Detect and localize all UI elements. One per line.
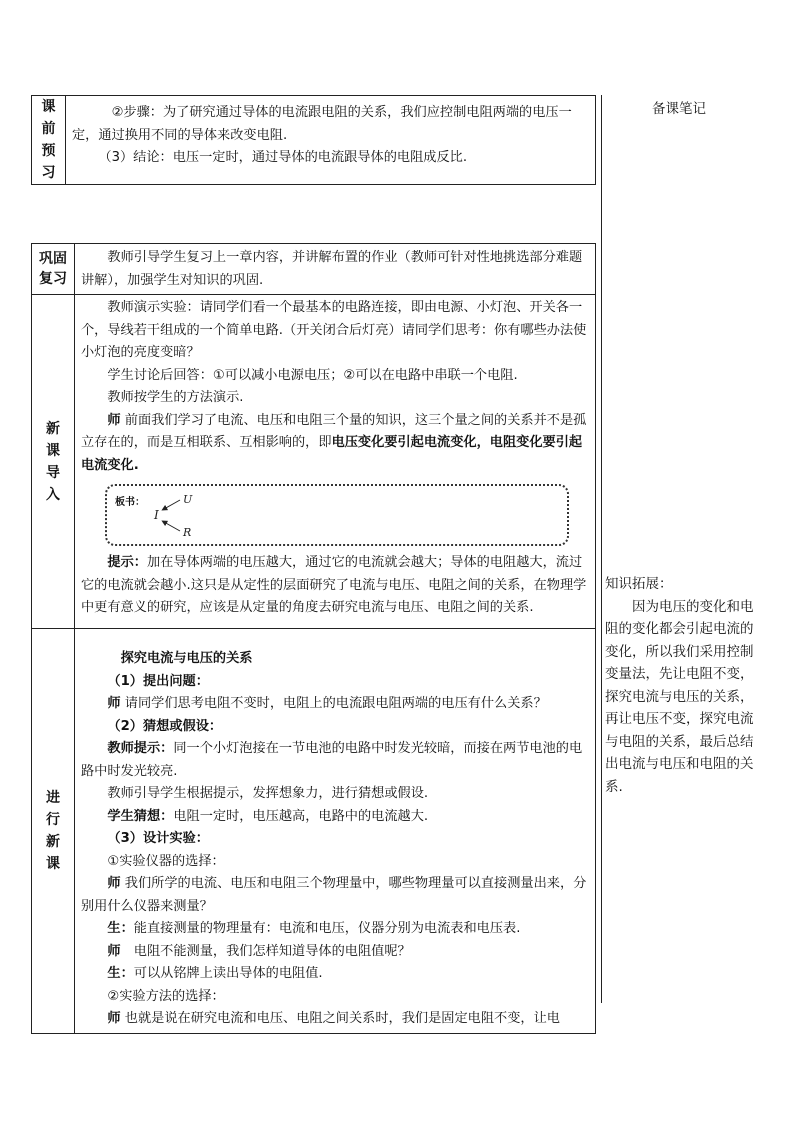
intro-teacher-text: 前面我们学习了电流、电压和电阻三个量的知识，这三个量之间的关系并不是孤立存在的，而是互相联系、互相影响的，即 [81,412,587,450]
teacher-q2: 师 电阻不能测量，我们怎样知道导体的电阻值呢？ [107,943,411,959]
intro-key-point: 电压变化要引起电流变化，电阻变化要引起电流变化. [81,435,583,473]
intro-demo: 教师演示实验：请同学们看一个最基本的电路连接，即由电源、小灯泡、开关各一个，导线若干组成的一个简单电路.（开关闭合后灯亮）请同学们思考：你有哪些办法使小灯泡的亮度变暗？ [81,300,587,360]
intro-content [75,295,596,629]
intro-label-cell [32,295,75,629]
guide-para: 教师引导学生根据提示，发挥想象力，进行猜想或假设. [107,786,429,801]
review-content [75,244,596,295]
q2-heading: （2）猜想或假设： [107,718,223,734]
review-label-cell [32,244,75,295]
lesson-label-cell [32,629,75,1034]
lesson-title: 探究电流与电压的关系 [120,651,253,666]
review-text: 教师引导学生复习上一章内容，并讲解布置的作业（教师可针对性地挑选部分难题讲解），加强学生对知识的巩固. [81,250,583,288]
review-label: 巩固复习 [39,251,67,287]
tip-text: 加在导体两端的电压越大，通过它的电流就会越大；导体的电阻越大，流过它的电流就会越小.这只是从定性的层面研究了电流与电压、电阻之间的关系，在物理学中更有意义的研究，应该是从定量的角度去研究电流与电压、电阻之间的关系. [81,555,587,615]
teacher-q1: 师 我们所学的电流、电压和电阻三个物理量中，哪些物理量可以直接测量出来，分别用什么仪器来测量？ [81,876,587,914]
preview-step: ②步骤：为了研究通过导体的电流跟电阻的关系，我们应控制电阻两端的电压一定，通过换用不同的导体来改变电阻. [72,105,572,143]
preview-conclusion: （3）结论：电压一定时，通过导体的电流跟导体的电阻成反比. [98,150,468,165]
preview-content [66,96,596,185]
guess-para: 学生猜想：电阻一定时，电压越高，电路中的电流越大. [107,808,429,824]
blackboard-label: 板书： [115,497,145,508]
notes-divider [601,95,602,1003]
lesson-content [75,629,596,1034]
intro-label: 新课导入 [46,420,60,503]
teacher-q3: 师 也就是说在研究电流和电压、电阻之间关系时，我们是固定电阻不变，让电 [107,1011,560,1026]
intro-demo-note: 教师按学生的方法演示. [107,390,244,405]
method-heading: ②实验方法的选择： [107,988,225,1004]
hint-para: 教师提示：同一个小灯泡接在一节电池的电路中时发光较暗，而接在两节电池的电路中时发光较亮. [81,741,583,779]
lesson-label: 进行新课 [46,789,60,872]
preview-table [31,95,596,185]
knowledge-extension [605,573,757,798]
student-a2: 生：可以从铭牌上读出导体的电阻值. [107,966,323,981]
tip-label: 提示： [107,555,147,570]
intro-tip [81,552,589,620]
notes-heading: 备课笔记 [652,101,706,117]
preview-label-cell [32,96,66,185]
preview-label: 课前预习 [41,99,56,181]
instrument-heading: ①实验仪器的选择： [107,853,225,869]
board-symbol-I: I [154,508,159,522]
arrow-R-to-I [164,522,180,531]
intro-teacher-para [81,410,589,478]
intro-answer: 学生讨论后回答：①可以减小电源电压；②可以在电路中串联一个电阻. [107,367,518,383]
q1-heading: （1）提出问题： [107,673,209,689]
teacher-speaker: 师 [107,412,121,428]
knowledge-body: 因为电压的变化和电阻的变化都会引起电流的变化，所以我们采用控制变量法，先让电阻不变，探究电流与电压的关系，再让电压不变，探究电流与电阻的关系，最后总结出电流与电压和电阻的关系. [605,598,754,795]
knowledge-title: 知识拓展： [605,576,673,592]
blackboard-box [105,484,569,546]
arrow-U-to-I [164,500,180,509]
student-a1: 生：能直接测量的物理量有：电流和电压，仪器分别为电流表和电压表. [107,921,521,936]
blackboard-diagram [151,488,271,542]
board-symbol-R: R [183,526,192,539]
board-symbol-U: U [183,493,193,506]
q3-heading: （3）设计实验： [107,831,209,846]
q1-para: 师 请同学们思考电阻不变时，电阻上的电流跟电阻两端的电压有什么关系？ [107,696,547,711]
lesson-table [31,243,596,1034]
